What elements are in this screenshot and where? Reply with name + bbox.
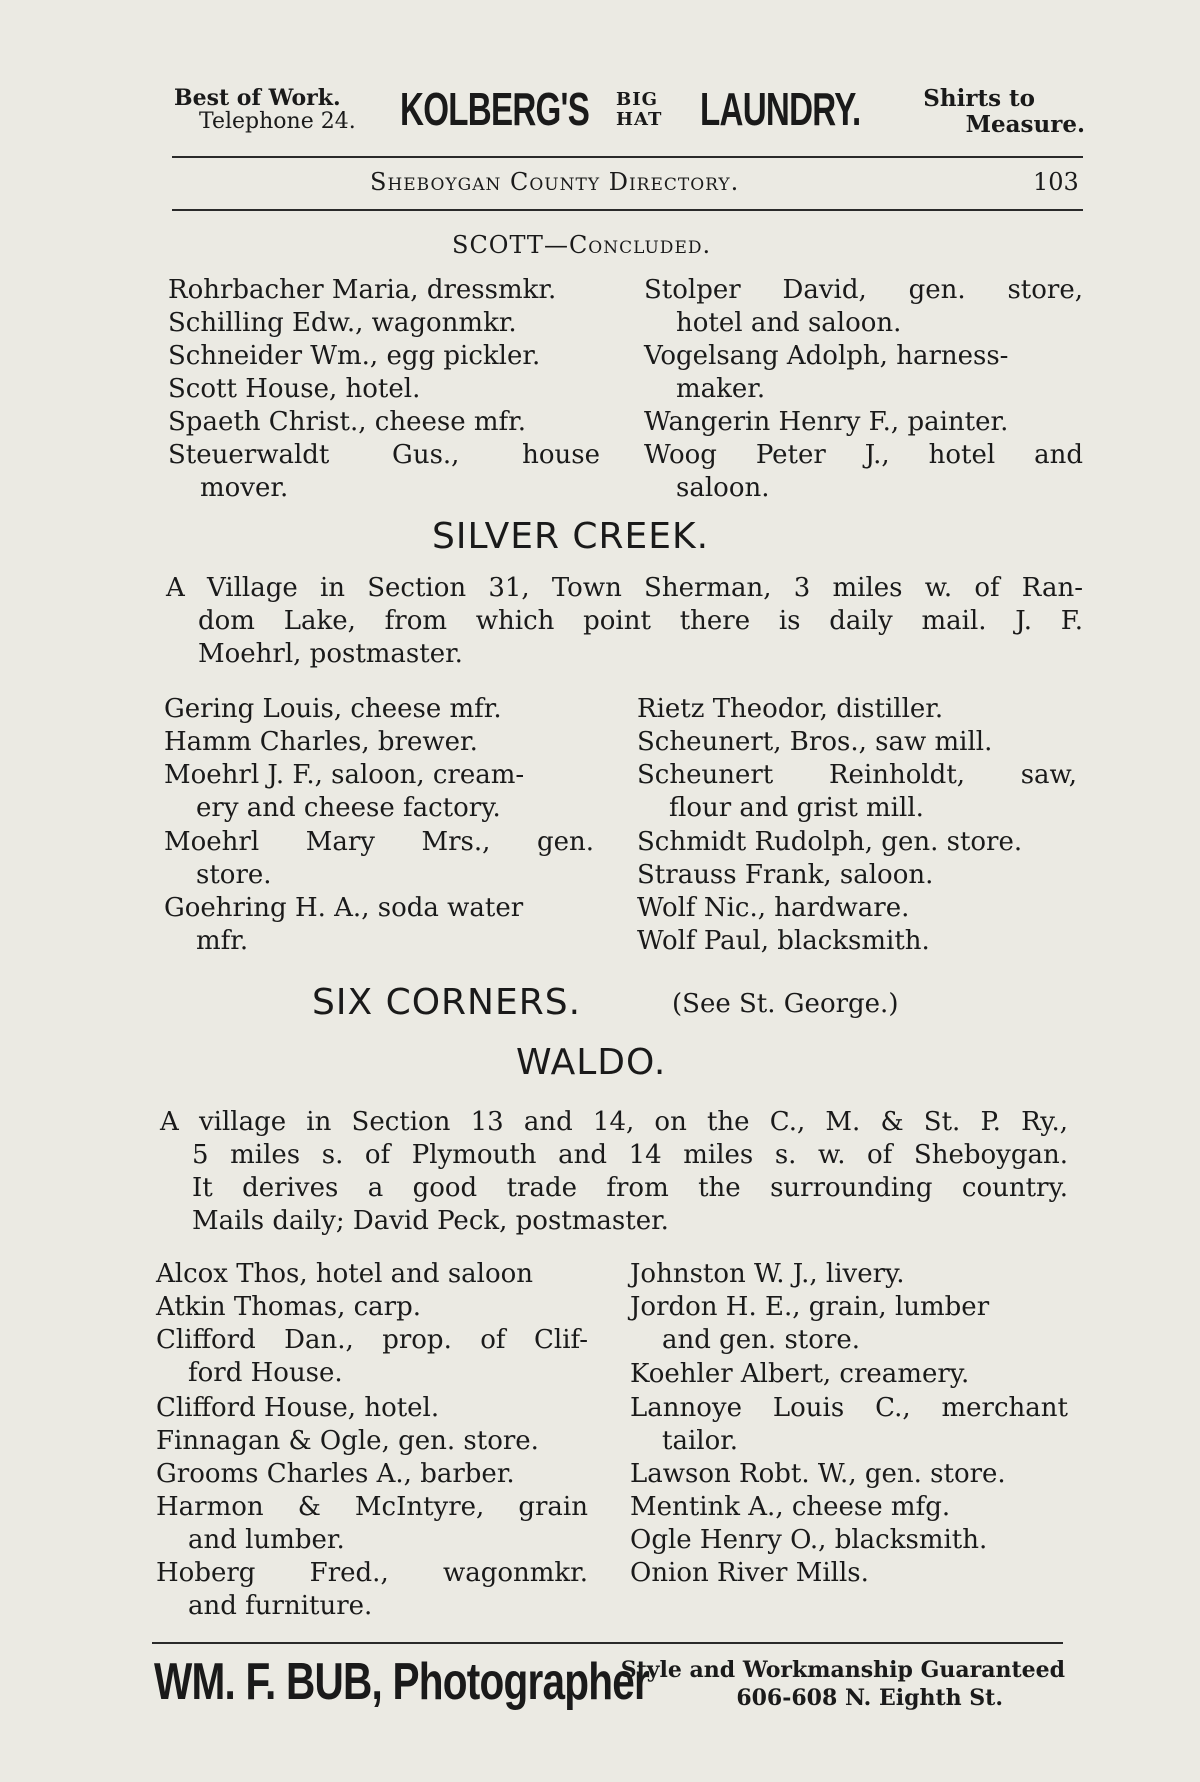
town-heading-waldo: WALDO. [516, 1042, 667, 1083]
list-item-continuation: and lumber. [188, 1525, 345, 1555]
list-item: Rohrbacher Maria, dressmkr. [168, 275, 557, 305]
header-ad-left [174, 86, 356, 134]
list-item: Wolf Paul, blacksmith. [637, 926, 930, 956]
section-title: SCOTT—Concluded. [452, 231, 712, 259]
list-item-continuation: tailor. [662, 1426, 739, 1456]
list-item: Steuerwaldt Gus., house [168, 440, 600, 470]
list-item: Schilling Edw., wagonmkr. [168, 308, 517, 338]
ad-address: 606-608 N. Eighth St. [736, 1685, 1003, 1711]
list-item-continuation: ery and cheese factory. [196, 793, 501, 823]
town-heading-silver-creek: SILVER CREEK. [432, 516, 710, 557]
ad-measure: Measure. [965, 111, 1085, 138]
list-item: Scheunert Reinholdt, saw, [637, 760, 1077, 790]
list-item: Koehler Albert, creamery. [630, 1359, 970, 1389]
divider-top [172, 156, 1083, 158]
ad-laundry: LAUNDRY. [700, 83, 861, 135]
ad-tagline: Best of Work. [174, 85, 341, 111]
list-item-continuation: mover. [200, 473, 289, 503]
town-heading-six-corners: SIX CORNERS. [312, 982, 582, 1023]
list-item-continuation: flour and grist mill. [669, 793, 924, 823]
list-item: Wolf Nic., hardware. [637, 893, 910, 923]
list-item: Goehring H. A., soda water [164, 893, 524, 923]
list-item: Hoberg Fred., wagonmkr. [156, 1558, 588, 1588]
running-head: Sheboygan County Directory. [370, 168, 740, 196]
list-item: Onion River Mills. [630, 1558, 869, 1588]
town-description-line: It derives a good trade from the surrounding country. [192, 1173, 1068, 1203]
list-item: Spaeth Christ., cheese mfr. [168, 407, 526, 437]
list-item: Johnston W. J., livery. [630, 1259, 905, 1289]
list-item: Wangerin Henry F., painter. [644, 407, 1009, 437]
list-item: Moehrl Mary Mrs., gen. [164, 827, 594, 857]
list-item: Clifford House, hotel. [156, 1393, 440, 1423]
list-item: Gering Louis, cheese mfr. [164, 694, 502, 724]
ad-telephone: Telephone 24. [199, 109, 356, 134]
list-item: Scheunert, Bros., saw mill. [637, 727, 993, 757]
list-item: Hamm Charles, brewer. [164, 727, 478, 757]
divider-head [172, 209, 1083, 211]
list-item-continuation: saloon. [676, 473, 770, 503]
town-description-line: A village in Section 13 and 14, on the C., M. & St. P. Ry., [160, 1107, 1068, 1137]
cross-reference-note: (See St. George.) [672, 989, 899, 1019]
town-description-line: Moehrl, postmaster. [198, 639, 463, 669]
list-item-continuation: and gen. store. [662, 1325, 860, 1355]
page-number: 103 [1033, 168, 1079, 196]
list-item: Finnagan & Ogle, gen. store. [156, 1426, 539, 1456]
ad-shirts: Shirts to [923, 85, 1035, 112]
list-item: Schneider Wm., egg pickler. [168, 341, 541, 371]
footer-advertisement [150, 1652, 1065, 1712]
town-description-line: 5 miles s. of Plymouth and 14 miles s. w. of Sheboygan. [192, 1140, 1068, 1170]
list-item: Strauss Frank, saloon. [637, 860, 934, 890]
divider-bottom [152, 1642, 1063, 1644]
list-item-continuation: store. [196, 860, 272, 890]
list-item-continuation: and furniture. [188, 1591, 373, 1621]
ad-brand-kolbergs: KOLBERG'S [400, 83, 590, 135]
ad-guarantee: Style and Workmanship Guaranteed [620, 1657, 1065, 1683]
list-item-continuation: maker. [676, 374, 766, 404]
list-item: Jordon H. E., grain, lumber [630, 1292, 990, 1322]
list-item: Moehrl J. F., saloon, cream- [164, 760, 525, 790]
town-description-line: A Village in Section 31, Town Sherman, 3 miles w. of Ran- [166, 573, 1083, 603]
list-item: Grooms Charles A., barber. [156, 1459, 515, 1489]
ad-photographer-brand: WM. F. BUB, Photographer [154, 1653, 650, 1711]
list-item: Vogelsang Adolph, harness- [644, 341, 1009, 371]
ad-big: BIG [616, 89, 659, 110]
list-item: Lannoye Louis C., merchant [630, 1393, 1068, 1423]
list-item: Woog Peter J., hotel and [644, 440, 1083, 470]
list-item: Atkin Thomas, carp. [156, 1292, 422, 1322]
list-item: Ogle Henry O., blacksmith. [630, 1525, 988, 1555]
list-item-continuation: mfr. [196, 926, 249, 956]
town-description-line: dom Lake, from which point there is daily mail. J. F. [198, 606, 1083, 636]
list-item: Schmidt Rudolph, gen. store. [637, 827, 1023, 857]
list-item: Mentink A., cheese mfg. [630, 1492, 951, 1522]
ad-photographer-details [621, 1656, 1065, 1712]
ad-big-hat [616, 90, 662, 130]
ad-hat: HAT [616, 109, 663, 130]
list-item: Alcox Thos, hotel and saloon [156, 1259, 534, 1289]
header-ad-right [923, 86, 1085, 138]
list-item: Lawson Robt. W., gen. store. [630, 1459, 1006, 1489]
town-description-line: Mails daily; David Peck, postmaster. [192, 1206, 669, 1236]
list-item: Stolper David, gen. store, [644, 275, 1083, 305]
list-item: Rietz Theodor, distiller. [637, 694, 944, 724]
list-item-continuation: ford House. [188, 1358, 343, 1388]
list-item: Scott House, hotel. [168, 374, 421, 404]
header-advertisement [170, 82, 1085, 144]
list-item: Harmon & McIntyre, grain [156, 1492, 588, 1522]
list-item: Clifford Dan., prop. of Clif- [156, 1325, 588, 1355]
list-item-continuation: hotel and saloon. [676, 308, 902, 338]
